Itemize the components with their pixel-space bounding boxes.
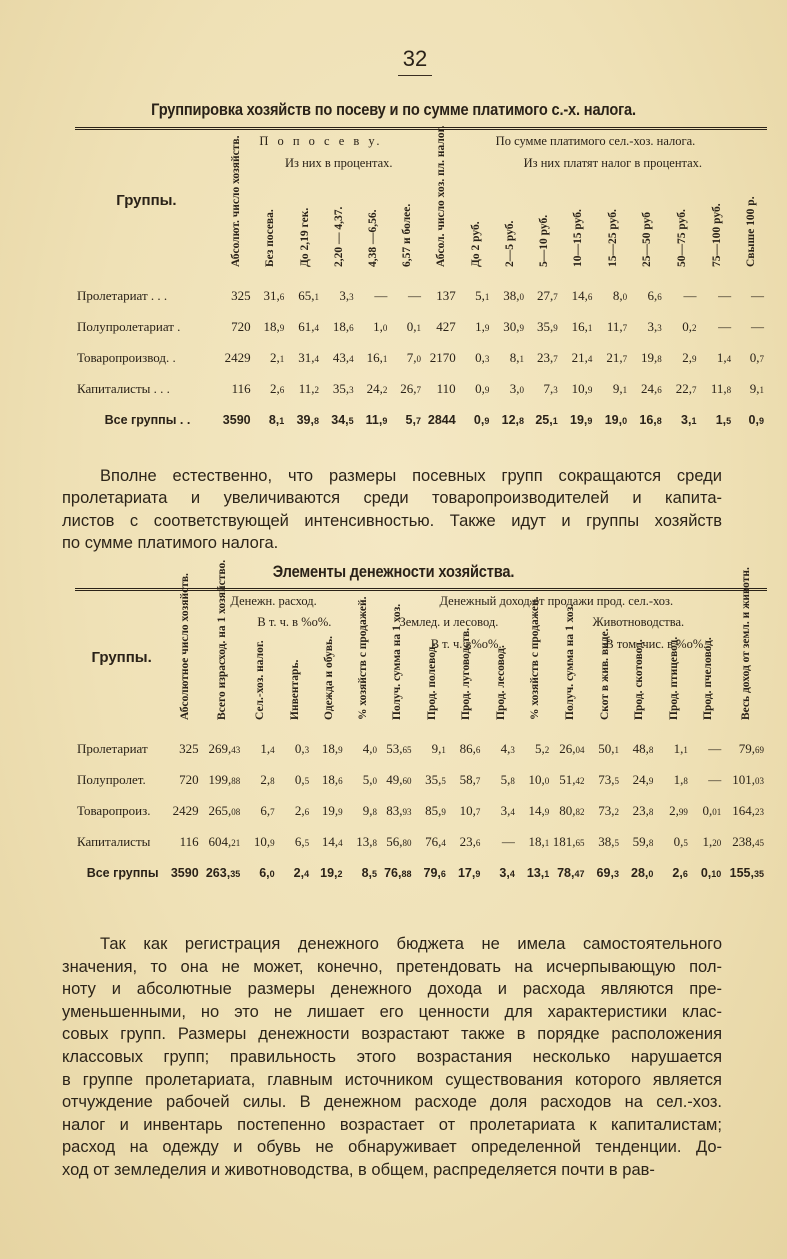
table-cell: 48,8 <box>632 741 654 756</box>
table2-col-header: Весь доход от земл. и животн. <box>739 566 752 720</box>
table-cell: 14,6 <box>571 288 593 303</box>
table-cell: — <box>708 772 722 787</box>
table-cell: 3,3 <box>339 288 354 303</box>
table-cell: 2,1 <box>270 350 285 365</box>
table-cell: 19,0 <box>604 413 628 427</box>
table-cell: — <box>683 288 697 303</box>
group-label: Полупролетариат . <box>77 319 181 334</box>
table-cell: 0,5 <box>673 834 688 849</box>
table1-col-header: 2—5 руб. <box>503 220 516 267</box>
table-cell: 5,8 <box>500 772 515 787</box>
table-row <box>75 734 767 765</box>
table1-title: Группировка хозяйств по посеву и по сумме платимого с.-х. налога. <box>151 100 636 119</box>
group-label: Полупролет. <box>77 772 146 787</box>
table-cell: 2,99 <box>669 803 688 818</box>
table-cell: 9,1 <box>749 381 764 396</box>
table-cell: 8,0 <box>612 288 628 303</box>
table-cell: 2,4 <box>293 866 310 880</box>
table-cell: 19,9 <box>570 413 593 427</box>
table-cell: 85,9 <box>425 803 446 818</box>
table-cell: 24,9 <box>632 772 654 787</box>
table-cell: 0,3 <box>294 741 310 756</box>
table-cell: 8,5 <box>361 866 378 880</box>
table-cell: 38,5 <box>598 834 619 849</box>
table-cell: 39,8 <box>296 413 319 427</box>
table1-col-header: 2,20 — 4,37. <box>333 206 346 267</box>
paragraph-line: налог и инвентарь постепенно возрастает от пролетариата к капиталистам; <box>62 1115 722 1134</box>
table-cell: 325 <box>179 741 199 756</box>
group-label: Товаропроиз. <box>77 803 151 818</box>
sowing-tax-table <box>75 127 767 450</box>
table-cell: — <box>718 319 732 334</box>
table-cell: 1,20 <box>702 834 722 849</box>
table-cell: 2429 <box>172 803 199 818</box>
table-cell: 73,5 <box>598 772 619 787</box>
table-cell: 5,2 <box>535 741 550 756</box>
table-cell: 51,42 <box>559 772 585 787</box>
table1-section-sowing: П о п о с е в у. <box>218 129 424 153</box>
table-cell: 19,2 <box>320 866 343 880</box>
table-cell: 1,4 <box>260 741 275 756</box>
table-cell: — <box>408 288 421 303</box>
page-number-underline <box>398 75 432 76</box>
table-cell: 34,5 <box>331 413 354 427</box>
table-cell: 23,8 <box>632 803 654 818</box>
table-cell: 23,6 <box>459 834 481 849</box>
table-cell: 7,3 <box>543 381 558 396</box>
table-cell: 10,9 <box>253 834 275 849</box>
table-cell: 18,6 <box>332 319 354 334</box>
table-cell: 2,8 <box>260 772 275 787</box>
table-cell: 18,9 <box>321 741 343 756</box>
table-cell: 6,6 <box>647 288 662 303</box>
table-cell: — <box>374 288 388 303</box>
table-cell: 17,9 <box>457 866 481 880</box>
table1-groups-header: Группы. <box>75 129 218 271</box>
table-row <box>75 796 767 827</box>
table-cell: 69,3 <box>596 866 619 880</box>
table-cell: 16,8 <box>639 413 662 427</box>
table1-col-header: Без посева. <box>264 208 277 267</box>
table2-groups-header: Группы. <box>75 590 168 724</box>
paragraph-line: листов с соответствующей интенсивностью. Также идут и группы хозяйств <box>62 511 722 530</box>
table-cell: 7,0 <box>406 350 421 365</box>
table-cell: 2,6 <box>294 803 310 818</box>
table-cell: 9,8 <box>362 803 378 818</box>
table-cell: 24,2 <box>366 381 388 396</box>
table-cell: 3,3 <box>647 319 662 334</box>
table-cell: 164,23 <box>732 803 764 818</box>
table-row <box>75 312 767 343</box>
table-cell: 2,6 <box>270 381 285 396</box>
table-cell: 0,5 <box>294 772 310 787</box>
table-cell: 8,1 <box>268 413 285 427</box>
table-cell: 1,5 <box>715 413 732 427</box>
table2-col-header: Скот в жив. виде. <box>598 627 611 720</box>
table-cell: 18,9 <box>263 319 285 334</box>
table-cell: 18,6 <box>321 772 343 787</box>
table2-col-header: Получ. сумма на 1 хоз. <box>391 603 404 720</box>
table-cell: 35,9 <box>536 319 558 334</box>
table-cell: 56,80 <box>386 834 412 849</box>
table-cell: 1,1 <box>673 741 688 756</box>
paragraph-line: совых групп. Размеры денежности возрастают также в порядке расположения <box>62 1025 722 1044</box>
table2-col-header: Прод. луговодств. <box>460 627 473 720</box>
table1-col-header: Свыше 100 р. <box>744 195 757 267</box>
table-cell: 2844 <box>427 413 456 427</box>
table-cell: 110 <box>436 381 456 396</box>
table-cell: 269,43 <box>208 741 241 756</box>
table-cell: 1,8 <box>673 772 688 787</box>
table-cell: 6,0 <box>259 866 275 880</box>
table-cell: 3,4 <box>500 803 515 818</box>
table1-col-header: 50—75 руб. <box>676 208 689 267</box>
group-label: Пролетариат <box>77 741 148 756</box>
table-cell: 3,1 <box>681 413 697 427</box>
paragraph-line: значения, то она не может, конечно, претендовать на исчерпывающую пол- <box>62 957 722 976</box>
table-cell: 10,9 <box>571 381 593 396</box>
table-cell: 13,8 <box>356 834 378 849</box>
paragraph-line: в группе пролетариата, главным источником существования которого является <box>62 1070 722 1089</box>
table-cell: 3590 <box>222 413 251 427</box>
table-cell: 11,9 <box>365 413 388 427</box>
table2-col-header: % хозяйств с продажей. <box>529 595 542 720</box>
table-row <box>75 765 767 796</box>
paragraph-line: ход от земледелия и животноводства, в общем, распределяется почти в рав- <box>62 1160 655 1179</box>
table1-col-header: 25—50 руб <box>641 211 654 267</box>
table-cell: — <box>751 288 764 303</box>
table-cell: 43,4 <box>332 350 354 365</box>
table1-col-header: Абсол. число хоз. пл. налог. <box>435 125 448 267</box>
table2-col-header: Абсолютное число хозяйств. <box>168 590 201 724</box>
table-cell: 720 <box>179 772 199 787</box>
table2-col-header: Прод. птицевод. <box>667 636 680 720</box>
group-label: Капиталисты . . . <box>77 381 170 396</box>
table1-col-header: До 2 руб. <box>469 220 482 267</box>
table-cell: 2429 <box>224 350 251 365</box>
table-cell: 21,4 <box>571 350 593 365</box>
table-cell: 5,0 <box>362 772 378 787</box>
table-cell: 83,93 <box>386 803 412 818</box>
table-cell: 3,0 <box>509 381 525 396</box>
group-label: Капиталисты <box>77 834 151 849</box>
table-cell: 1,4 <box>716 350 732 365</box>
table-cell: 427 <box>436 319 456 334</box>
table1-section-tax: По сумме платимого сел.-хоз. налога. <box>424 129 767 153</box>
table2-col-header: Инвентарь. <box>288 659 301 720</box>
table2-col-header: Получ. сумма на 1 хоз. <box>563 603 576 720</box>
table-cell: 4,3 <box>500 741 515 756</box>
table-cell: 14,4 <box>321 834 343 849</box>
table-cell: 11,7 <box>606 319 628 334</box>
table-cell: 0,9 <box>473 413 490 427</box>
table-cell: 26,7 <box>400 381 421 396</box>
table-cell: 23,7 <box>536 350 558 365</box>
table-cell: 19,8 <box>641 350 662 365</box>
table2-col-header: Одежда и обувь. <box>322 635 335 720</box>
table-cell: 0,9 <box>475 381 490 396</box>
table2-section-income: Денежный доход от продажи прод. сел.-хоз. <box>346 590 767 612</box>
total-row <box>75 858 767 889</box>
paragraph-line: расход на одежду и обувь не обнаруживает определенной тенденции. До- <box>62 1138 722 1157</box>
table-cell: 11,2 <box>298 381 319 396</box>
table-cell: 0,1 <box>406 319 421 334</box>
table-cell: 10,0 <box>528 772 550 787</box>
table-cell: 61,4 <box>298 319 319 334</box>
table-cell: — <box>501 834 515 849</box>
table-cell: 49,60 <box>386 772 412 787</box>
table-cell: 199,88 <box>208 772 241 787</box>
table2-col-header: Прод. полевод. <box>425 643 438 720</box>
table-cell: 22,7 <box>675 381 697 396</box>
table-cell: 0,7 <box>749 350 764 365</box>
paragraph-line: отчуждение рабочей силы. В денежном расходе доля расходов на сел.-хоз. <box>62 1093 722 1112</box>
table-cell: 53,65 <box>386 741 412 756</box>
table-cell: 31,4 <box>298 350 319 365</box>
table-cell: — <box>751 319 764 334</box>
table2-col-header: Всего израсход. на 1 хозяйство. <box>216 559 229 720</box>
table-cell: 3590 <box>170 866 199 880</box>
table-cell: 38,0 <box>503 288 525 303</box>
paragraph-line: Вполне естественно, что размеры посевных групп сокращаются среди <box>100 467 722 485</box>
table-cell: 0,3 <box>475 350 490 365</box>
table-cell: 19,9 <box>321 803 343 818</box>
table-cell: 12,8 <box>501 413 525 427</box>
table2-livestock-sub2: В том. чис. в %о%. <box>605 637 707 651</box>
table-cell: 238,45 <box>732 834 764 849</box>
table-cell: 35,5 <box>425 772 446 787</box>
group-label: Все группы <box>86 866 159 880</box>
table-cell: 13,1 <box>526 866 550 880</box>
table2-expense-sub: В т. ч. в %о%. <box>257 615 332 629</box>
table2-farming-sub: Землед. и лесовод. <box>399 615 499 629</box>
table-cell: 2170 <box>429 350 456 365</box>
table-cell: 79,69 <box>738 741 764 756</box>
table-cell: 1,0 <box>373 319 388 334</box>
paragraph-line: Так как регистрация денежного бюджета не имела самостоятельного <box>100 935 722 953</box>
table-cell: 265,08 <box>208 803 241 818</box>
group-label: Товаропроизвод. . <box>77 350 176 365</box>
table-cell: 59,8 <box>632 834 654 849</box>
paragraph-line: уменьшенными, но это не лишает его ценности для характеристики клас- <box>62 1002 722 1021</box>
table-cell: 79,6 <box>423 866 446 880</box>
table-cell: 9,1 <box>431 741 446 756</box>
table-cell: 2,9 <box>682 350 697 365</box>
table1-col-header: Абсолют. число хозяйств. <box>229 135 242 267</box>
table-cell: 6,5 <box>294 834 310 849</box>
table2-section-expense: Денежн. расход. <box>202 590 346 612</box>
table-cell: 18,1 <box>528 834 550 849</box>
table-cell: 25,1 <box>535 413 558 427</box>
table-cell: 16,1 <box>571 319 593 334</box>
table-cell: 76,88 <box>384 866 412 880</box>
table-cell: 137 <box>436 288 456 303</box>
table-cell: 86,6 <box>459 741 481 756</box>
table-cell: 6,7 <box>260 803 275 818</box>
paragraph-line: ноту и абсолютные размеры денежного дохода и расхода являются пре- <box>62 980 722 999</box>
table-cell: 4,0 <box>362 741 378 756</box>
table-cell: 116 <box>179 834 199 849</box>
table2-col-header: Прод. лесовод. <box>494 644 507 720</box>
table-cell: 325 <box>231 288 251 303</box>
table-cell: 8,1 <box>509 350 525 365</box>
paragraph-1 <box>62 465 722 555</box>
table1-col-header: 15—25 руб. <box>606 208 619 267</box>
table-cell: 0,10 <box>700 866 722 880</box>
table-cell: 30,9 <box>503 319 525 334</box>
table-cell: 10,7 <box>459 803 481 818</box>
table2-col-header: Прод. пчеловод. <box>701 636 714 720</box>
table-cell: 78,47 <box>557 866 585 880</box>
table-cell: 9,1 <box>612 381 628 396</box>
table-cell: 5,7 <box>405 413 421 427</box>
paragraph-line: классовых групп; правильность этого возрастания несколько нарушается <box>62 1047 722 1066</box>
table-cell: 21,7 <box>606 350 628 365</box>
table-cell: 73,2 <box>598 803 619 818</box>
paragraph-line: по сумме платимого налога. <box>62 534 279 553</box>
table-cell: 50,1 <box>598 741 619 756</box>
table1-col-header: До 2,19 гек. <box>298 207 311 267</box>
table-cell: 116 <box>231 381 251 396</box>
table-cell: 27,7 <box>536 288 558 303</box>
table-cell: 2,6 <box>672 866 688 880</box>
table1-col-header: 5—10 руб. <box>537 214 550 267</box>
table2-col-header: % хозяйств с продажей. <box>356 595 369 720</box>
table-cell: 720 <box>231 319 251 334</box>
table-cell: 0,9 <box>748 413 764 427</box>
table-cell: 14,9 <box>528 803 550 818</box>
table-cell: 1,9 <box>475 319 490 334</box>
table1-col-header: 10—15 руб. <box>572 208 585 267</box>
table2-livestock-sub: Животноводства. <box>592 615 685 629</box>
table-cell: 80,82 <box>559 803 585 818</box>
table-cell: 263,35 <box>205 866 241 880</box>
page-number: 32 <box>402 46 428 71</box>
table-cell: 28,0 <box>631 866 654 880</box>
table-cell: 604,21 <box>208 834 241 849</box>
table1-col-header: 6,57 и более. <box>401 203 414 267</box>
table2-col-header: Прод. скотовод. <box>633 638 646 720</box>
table-cell: 155,35 <box>729 866 764 880</box>
table1-tax-sub: Из них платят налог в процентах. <box>523 156 703 170</box>
table-cell: 76,4 <box>425 834 446 849</box>
table-cell: 35,3 <box>332 381 354 396</box>
table-cell: 65,1 <box>298 288 319 303</box>
table-cell: 101,03 <box>732 772 764 787</box>
table-cell: — <box>718 288 732 303</box>
table-cell: 24,6 <box>641 381 662 396</box>
table1-col-header: 4,38 —6,56. <box>367 209 380 267</box>
table-cell: 58,7 <box>459 772 481 787</box>
table-cell: 5,1 <box>475 288 490 303</box>
table-cell: 16,1 <box>366 350 388 365</box>
table2-col-header: Сел.-хоз. налог. <box>254 639 267 720</box>
paragraph-2 <box>62 933 722 1182</box>
table1-sowing-sub: Из них в процентах. <box>285 156 393 170</box>
group-label: Все группы . . <box>104 413 191 427</box>
table-row <box>75 827 767 858</box>
table-cell: 3,4 <box>499 866 515 880</box>
table-cell: 181,65 <box>552 834 585 849</box>
table-cell: — <box>708 741 722 756</box>
table2-title: Элементы денежности хозяйства. <box>272 562 515 581</box>
table-row <box>75 374 767 405</box>
table-cell: 26,04 <box>559 741 585 756</box>
table-row <box>75 281 767 312</box>
table1-col-header: 75—100 руб. <box>710 202 723 267</box>
total-row <box>75 405 767 436</box>
table-row <box>75 343 767 374</box>
group-label: Пролетариат . . . <box>77 288 168 303</box>
table2-farming-sub2: В т. ч. в%о%. <box>430 637 502 651</box>
table-cell: 0,01 <box>702 803 722 818</box>
paragraph-line: пролетариата и увеличиваются среди товаропроизводителей и капита- <box>62 489 722 508</box>
table-cell: 31,6 <box>263 288 285 303</box>
table-cell: 11,8 <box>710 381 732 396</box>
table-cell: 0,2 <box>682 319 697 334</box>
